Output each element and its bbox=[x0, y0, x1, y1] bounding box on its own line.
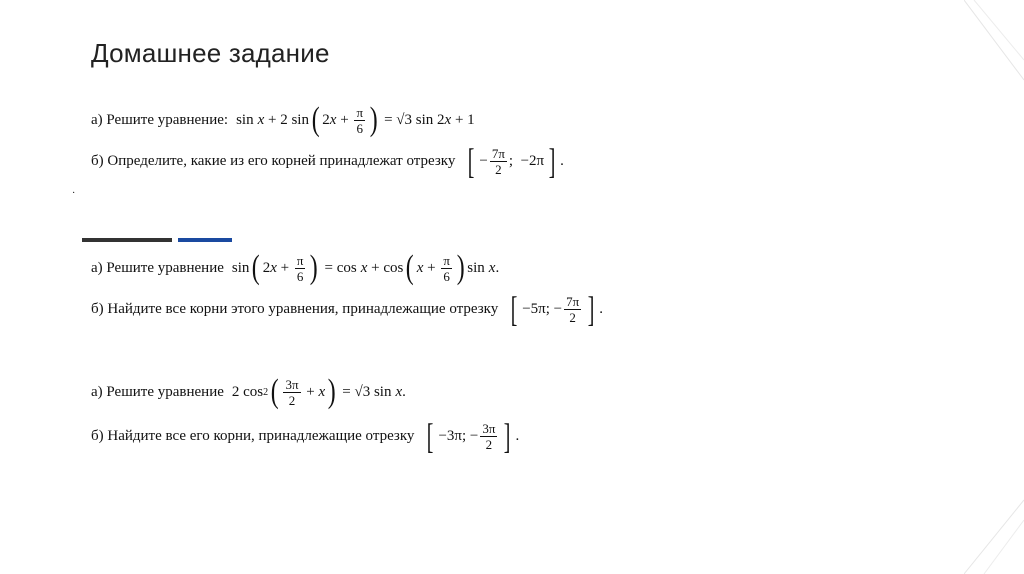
slide-corner-decoration bbox=[964, 0, 1024, 574]
task-3-interval: [ −3π; − $\frac{3\pi}{2}$ ] . bbox=[427, 416, 520, 456]
task-3-equation: 2 cos 2 ( $\frac{3\pi}{2}$ + x ) = √3 sin x . bbox=[231, 373, 406, 410]
stray-dot: · bbox=[72, 188, 76, 199]
task-3-part-b bbox=[91, 418, 519, 454]
task-1-a-label: а) Решите уравнение: bbox=[91, 111, 229, 128]
task-2-a-label: а) Решите уравнение bbox=[91, 259, 224, 276]
task-2-part-b bbox=[91, 291, 603, 327]
task-1-part-a bbox=[91, 103, 475, 137]
task-2-b-label: б) Найдите все корни этого уравнения, принадлежащие отрезку bbox=[91, 300, 499, 317]
task-3-a-label: а) Решите уравнение bbox=[91, 383, 224, 400]
clipped-text-fragment bbox=[82, 235, 232, 245]
task-3-b-label: б) Найдите все его корни, принадлежащие отрезку bbox=[91, 427, 415, 444]
task-1-b-label: б) Определите, какие из его корней принадлежат отрезку bbox=[91, 152, 456, 169]
task-2-equation: sin ( 2 x + $\frac{\pi}{6}$ ) = cos x + cos ( x + $\frac{\pi}{6}$ ) sin x . bbox=[231, 249, 500, 286]
task-2-part-a bbox=[91, 251, 499, 285]
task-1-part-b bbox=[91, 143, 564, 179]
task-3-part-a bbox=[91, 375, 406, 409]
page-title: Домашнее задание bbox=[91, 38, 330, 68]
task-1-interval: [ − $\frac{7\pi}{2}$ ; −2π ] . bbox=[468, 141, 564, 181]
task-1-equation: sin x + 2 sin ( 2 x + $\frac{\pi}{6}$ ) = √3 sin 2 x + 1 bbox=[236, 101, 475, 138]
task-2-interval: [ −5π; − $\frac{7\pi}{2}$ ] . bbox=[510, 289, 603, 329]
